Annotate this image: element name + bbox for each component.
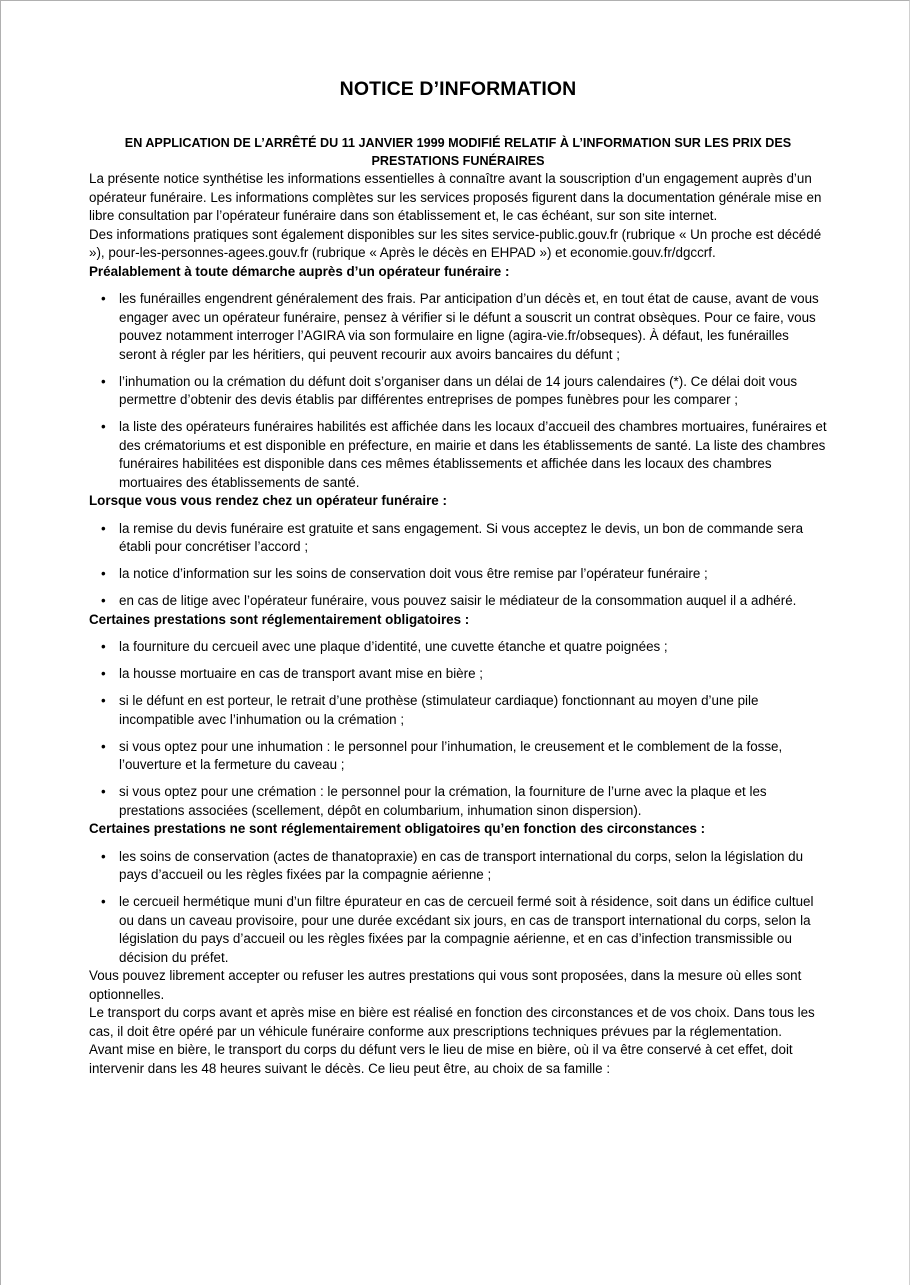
list-item	[89, 290, 827, 364]
list-item-text: le cercueil hermétique muni d’un filtre épurateur en cas de cercueil fermé soit à résidence, soit dans un édifice cultuel ou dans un caveau provisoire, pour une durée excédant six jours, en cas de transport international du corps, selon la législation du pays d’accueil ou les règles fixées par la compagnie aérienne, et en cas d’infection transmissible ou décision du préfet.	[119, 894, 814, 965]
list-item	[89, 520, 827, 557]
bullet-icon: •	[101, 291, 106, 306]
section-heading-circonstances: Certaines prestations ne sont réglementairement obligatoires qu’en fonction des circonstances :	[89, 821, 706, 836]
list-item	[89, 893, 827, 967]
bullet-icon: •	[101, 894, 106, 909]
list-item-text: l’inhumation ou la crémation du défunt doit s’organiser dans un délai de 14 jours calendaires (*). Ce délai doit vous permettre d’obtenir des devis établis par différentes entreprises de pompes funèbres pour les comparer ;	[119, 373, 798, 407]
list-item-text: la liste des opérateurs funéraires habilités est affichée dans les locaux d’accueil des chambres mortuaires, funéraires et des crématoriums et est disponible en préfecture, en mairie et dans les établissements de santé. La liste des chambres funéraires habilitées est disponible dans ces mêmes établissements et affichée dans les locaux des chambres mortuaires des établissements de santé.	[119, 419, 827, 490]
section-heading-prealablement: Préalablement à toute démarche auprès d’un opérateur funéraire :	[89, 263, 510, 279]
section-heading-obligatoires: Certaines prestations sont réglementairement obligatoires :	[89, 611, 470, 627]
bullet-icon: •	[101, 784, 106, 799]
bullet-list-prealablement	[89, 290, 827, 492]
list-item	[89, 565, 827, 584]
list-item-text: les soins de conservation (actes de thanatopraxie) en cas de transport international du corps, selon la législation du pays d’accueil ou les règles fixées par la compagnie aérienne ;	[119, 848, 804, 882]
closing-paragraph-2: Le transport du corps avant et après mise en bière est réalisé en fonction des circonstances et de vos choix. Dans tous les cas, il doit être opéré par un véhicule funéraire conforme aux prescriptions techniques prévues par la réglementation.	[89, 1005, 815, 1039]
bullet-icon: •	[101, 373, 106, 389]
bullet-icon: •	[101, 693, 106, 708]
bullet-icon: •	[101, 738, 106, 754]
list-item	[89, 692, 827, 729]
bullet-icon: •	[101, 848, 106, 864]
bullet-icon: •	[101, 639, 106, 654]
list-item-text: la housse mortuaire en cas de transport avant mise en bière ;	[119, 666, 483, 681]
list-item-text: en cas de litige avec l’opérateur funéraire, vous pouvez saisir le médiateur de la consommation auquel il a adhéré.	[119, 593, 797, 608]
closing-paragraph-3: Avant mise en bière, le transport du corps du défunt vers le lieu de mise en bière, où il va être conservé à cet effet, doit intervenir dans les 48 heures suivant le décès. Ce lieu peut être, au choix de sa famille :	[89, 1042, 793, 1076]
list-item-text: la remise du devis funéraire est gratuite et sans engagement. Si vous acceptez le devis, un bon de commande sera établi pour concrétiser l’accord ;	[119, 520, 804, 554]
document-subtitle: EN APPLICATION DE L’ARRÊTÉ DU 11 JANVIER 1999 MODIFIÉ RELATIF À L’INFORMATION SUR LES PRIX DES PRESTATIONS FUNÉRAIRES	[124, 136, 792, 168]
list-item-text: la fourniture du cercueil avec une plaque d’identité, une cuvette étanche et quatre poignées ;	[119, 639, 668, 654]
list-item	[89, 783, 827, 820]
list-item	[89, 418, 827, 492]
document-title: NOTICE D’INFORMATION	[339, 78, 577, 100]
list-item-text: les funérailles engendrent généralement des frais. Par anticipation d’un décès et, en tout état de cause, avant de vous engager avec un opérateur funéraire, pensez à vérifier si le défunt a souscrit un contrat obsèques. Pour ce faire, vous pouvez notamment interroger l’AGIRA via son formulaire en ligne (agira-vie.fr/obseques). À défaut, les funérailles seront à régler par les héritiers, qui peuvent recourir aux avoirs bancaires du défunt ;	[119, 291, 819, 362]
document-content	[89, 77, 827, 1078]
list-item-text: si vous optez pour une crémation : le personnel pour la crémation, la fourniture de l’urne avec la plaque et les prestations associées (scellement, dépôt en columbarium, inhumation sinon dispersion).	[119, 784, 767, 818]
intro-paragraph-1: La présente notice synthétise les informations essentielles à connaître avant la souscription d’un engagement auprès d’un opérateur funéraire. Les informations complètes sur les services proposés figurent dans la documentation générale mise en libre consultation par l’opérateur funéraire dans son établissement et, le cas échéant, sur son site internet.	[89, 171, 822, 223]
list-item	[89, 665, 827, 684]
intro-paragraph-2: Des informations pratiques sont également disponibles sur les sites service-public.gouv.fr (rubrique « Un proche est décédé »), pour-les-personnes-agees.gouv.fr (rubrique « Après le décès en EHPAD ») et economie.gouv.fr/dgccrf.	[89, 226, 822, 260]
list-item-text: la notice d’information sur les soins de conservation doit vous être remise par l’opérateur funéraire ;	[119, 566, 708, 581]
list-item	[89, 738, 827, 775]
list-item-text: si vous optez pour une inhumation : le personnel pour l’inhumation, le creusement et le comblement de la fosse, l’ouverture et la fermeture du caveau ;	[119, 738, 783, 772]
list-item	[89, 592, 827, 611]
bullet-icon: •	[101, 566, 106, 581]
list-item-text: si le défunt en est porteur, le retrait d’une prothèse (stimulateur cardiaque) fonctionnant au moyen d’une pile incompatible avec l’inhumation ou la crémation ;	[119, 693, 759, 727]
bullet-icon: •	[101, 593, 106, 608]
list-item	[89, 638, 827, 657]
bullet-icon: •	[101, 520, 106, 536]
closing-paragraph-1: Vous pouvez librement accepter ou refuser les autres prestations qui vous sont proposées, dans la mesure où elles sont optionnelles.	[89, 968, 802, 1002]
bullet-list-operateur	[89, 520, 827, 611]
section-heading-operateur: Lorsque vous vous rendez chez un opérateur funéraire :	[89, 493, 447, 508]
bullet-list-circonstances	[89, 848, 827, 968]
list-item	[89, 373, 827, 410]
bullet-icon: •	[101, 666, 106, 681]
bullet-icon: •	[101, 419, 106, 434]
list-item	[89, 848, 827, 885]
bullet-list-obligatoires	[89, 638, 827, 820]
